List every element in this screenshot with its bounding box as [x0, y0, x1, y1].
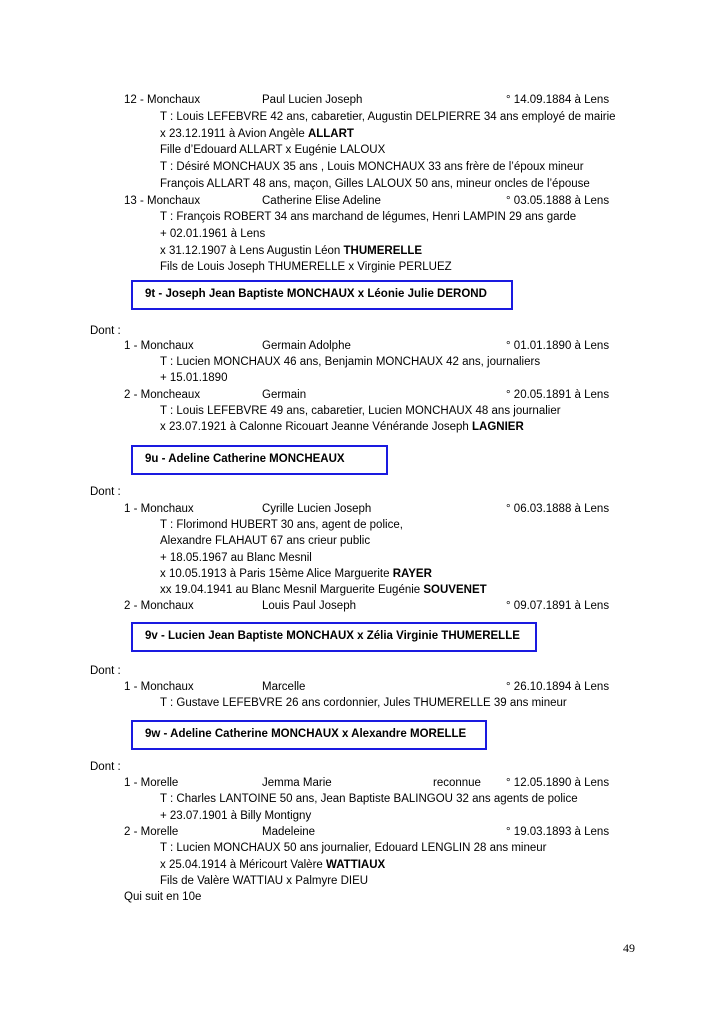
child-9w-1-given-names: Jemma Marie: [262, 777, 332, 789]
child-9t-2-birth: ° 20.05.1891 à Lens: [506, 389, 610, 401]
child-9w-2-marriage: x 25.04.1914 à Méricourt Valère WATTIAUX: [160, 859, 386, 871]
child-9w-1-note: reconnue: [433, 777, 481, 789]
child-9u-1-death: + 18.05.1967 au Blanc Mesnil: [160, 552, 312, 564]
child-9u-1-witness-2: Alexandre FLAHAUT 67 ans crieur public: [160, 535, 371, 547]
spouse-surname: SOUVENET: [423, 584, 487, 596]
child-9u-1-marriage-1: x 10.05.1913 à Paris 15ème Alice Marguerite RAYER: [160, 568, 432, 580]
child-9t-1-birth: ° 01.01.1890 à Lens: [506, 340, 610, 352]
entry-12-marriage-witnesses-2: François ALLART 48 ans, maçon, Gilles LALOUX 50 ans, mineur oncles de l’épouse: [160, 178, 590, 190]
child-9u-2-given-names: Louis Paul Joseph: [262, 600, 356, 612]
entry-13-witnesses: T : François ROBERT 34 ans marchand de légumes, Henri LAMPIN 29 ans garde: [160, 211, 577, 223]
child-9w-2-number: 2 - Morelle: [124, 826, 179, 838]
section-heading-9v-text: 9v - Lucien Jean Baptiste MONCHAUX x Zélia Virginie THUMERELLE: [145, 630, 520, 642]
dont-label: Dont :: [90, 486, 121, 498]
spouse-surname: WATTIAUX: [326, 859, 386, 871]
child-9t-2-witnesses: T : Louis LEFEBVRE 49 ans, cabaretier, Lucien MONCHAUX 48 ans journalier: [160, 405, 561, 417]
child-9w-2-spouse-parents: Fils de Valère WATTIAU x Palmyre DIEU: [160, 875, 369, 887]
section-heading-9t-text: 9t - Joseph Jean Baptiste MONCHAUX x Léonie Julie DEROND: [145, 288, 487, 300]
child-9w-1-witnesses: T : Charles LANTOINE 50 ans, Jean Baptiste BALINGOU 32 ans agents de police: [160, 793, 578, 805]
entry-12-spouse-parents: Fille d’Edouard ALLART x Eugénie LALOUX: [160, 144, 386, 156]
child-9w-2-witnesses: T : Lucien MONCHAUX 50 ans journalier, Edouard LENGLIN 28 ans mineur: [160, 842, 547, 854]
section-heading-9u-text: 9u - Adeline Catherine MONCHEAUX: [145, 453, 345, 465]
entry-13-death: + 02.01.1961 à Lens: [160, 228, 266, 240]
dont-label: Dont :: [90, 665, 121, 677]
entry-12-witnesses: T : Louis LEFEBVRE 42 ans, cabaretier, Augustin DELPIERRE 34 ans employé de mairie: [160, 111, 616, 123]
child-9w-1-number: 1 - Morelle: [124, 777, 179, 789]
entry-12-birth: ° 14.09.1884 à Lens: [506, 94, 610, 106]
entry-13-marriage: x 31.12.1907 à Lens Augustin Léon THUMERELLE: [160, 245, 423, 257]
child-9u-1-witness-1: T : Florimond HUBERT 30 ans, agent de police,: [160, 519, 403, 531]
entry-12-given-names: Paul Lucien Joseph: [262, 94, 363, 106]
child-9t-1-death: + 15.01.1890: [160, 372, 228, 384]
child-9t-2-number: 2 - Moncheaux: [124, 389, 201, 401]
entry-13-spouse-parents: Fils de Louis Joseph THUMERELLE x Virginie PERLUEZ: [160, 261, 452, 273]
child-9u-2-number: 2 - Monchaux: [124, 600, 194, 612]
section-heading-9t: [131, 280, 513, 310]
dont-label: Dont :: [90, 761, 121, 773]
child-9w-2-birth: ° 19.03.1893 à Lens: [506, 826, 610, 838]
child-9t-2-marriage: x 23.07.1921 à Calonne Ricouart Jeanne Vénérande Joseph LAGNIER: [160, 421, 524, 433]
child-9v-1-number: 1 - Monchaux: [124, 681, 194, 693]
section-heading-9u: [131, 445, 388, 475]
child-9u-1-given-names: Cyrille Lucien Joseph: [262, 503, 372, 515]
spouse-surname: THUMERELLE: [343, 245, 423, 257]
child-9u-2-birth: ° 09.07.1891 à Lens: [506, 600, 610, 612]
child-9u-1-number: 1 - Monchaux: [124, 503, 194, 515]
child-9v-1-birth: ° 26.10.1894 à Lens: [506, 681, 610, 693]
child-9v-1-witnesses: T : Gustave LEFEBVRE 26 ans cordonnier, Jules THUMERELLE 39 ans mineur: [160, 697, 567, 709]
section-heading-9w: [131, 720, 487, 750]
spouse-surname: LAGNIER: [472, 421, 524, 433]
child-9u-1-birth: ° 06.03.1888 à Lens: [506, 503, 610, 515]
spouse-surname: RAYER: [392, 568, 432, 580]
entry-13-given-names: Catherine Elise Adeline: [262, 195, 381, 207]
child-9w-1-birth: ° 12.05.1890 à Lens: [506, 777, 610, 789]
entry-12-marriage: x 23.12.1911 à Avion Angèle ALLART: [160, 128, 354, 140]
child-9t-1-number: 1 - Monchaux: [124, 340, 194, 352]
child-9w-1-death: + 23.07.1901 à Billy Montigny: [160, 810, 312, 822]
child-9v-1-given-names: Marcelle: [262, 681, 306, 693]
child-9t-2-given-names: Germain: [262, 389, 307, 401]
continuation-note: Qui suit en 10e: [124, 891, 202, 903]
entry-12-marriage-witnesses-1: T : Désiré MONCHAUX 35 ans , Louis MONCHAUX 33 ans frère de l’époux mineur: [160, 161, 584, 173]
child-9t-1-witnesses: T : Lucien MONCHAUX 46 ans, Benjamin MONCHAUX 42 ans, journaliers: [160, 356, 541, 368]
entry-13-number: 13 - Monchaux: [124, 195, 201, 207]
child-9t-1-given-names: Germain Adolphe: [262, 340, 351, 352]
page-number: 49: [623, 941, 635, 955]
entry-13-birth: ° 03.05.1888 à Lens: [506, 195, 610, 207]
spouse-surname: ALLART: [307, 128, 354, 140]
dont-label: Dont :: [90, 325, 121, 337]
child-9w-2-given-names: Madeleine: [262, 826, 316, 838]
child-9u-1-marriage-2: xx 19.04.1941 au Blanc Mesnil Marguerite Eugénie SOUVENET: [160, 584, 487, 596]
section-heading-9w-text: 9w - Adeline Catherine MONCHAUX x Alexandre MORELLE: [145, 728, 467, 740]
section-heading-9v: [131, 622, 537, 652]
entry-12-number: 12 - Monchaux: [124, 94, 201, 106]
